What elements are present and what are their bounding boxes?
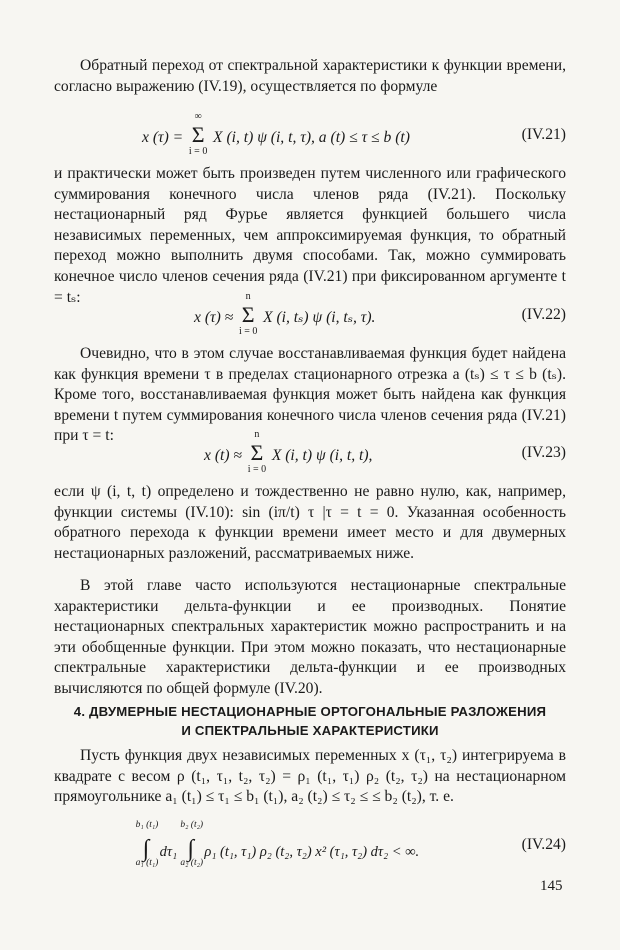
section-heading: 4. ДВУМЕРНЫЕ НЕСТАЦИОНАРНЫЕ ОРТОГОНАЛЬНЫЕ РАЗЛОЖЕНИЯ И СПЕКТРАЛЬНЫЕ ХАРАКТЕРИСТИКИ [73,704,547,738]
paragraph-two-dimensional: Пусть функция двух независимых переменных x (τ₁, τ₂) интегрируема в квадрате с весом ρ (t₁, τ₁, t₂, τ₂) = ρ₁ (t₁, τ₁) ρ₂ (t₂, τ₂) на нестационарном прямоугольнике a₁ (t₁) ≤ τ₁ ≤ b₁ (t₁), a₂ (t₂) ≤ τ₂ ≤ ≤ b₂ (t₂), т. е. [54,747,566,806]
equation-number: (IV.21) [521,126,566,143]
equation-number: (IV.23) [521,444,566,461]
integral-symbol: b₁ (t₁) ∫ a₁ (t₁) [135,820,159,868]
eq21-rhs: X (i, t) ψ (i, t, τ), a (t) ≤ τ ≤ b (t) [213,129,410,146]
summation-symbol: n Σ i = 0 [238,291,258,337]
eq22-lhs: x (τ) ≈ [194,309,234,326]
equation-iv23 [54,428,566,474]
eq21-lhs: x (τ) = [142,129,184,146]
paragraph-restoration: Очевидно, что в этом случае восстанавливаемая функция будет найдена как функция времени τ в пределах стационарного отрезка a (tₛ) ≤ τ ≤ b (tₛ). Кроме того, восстанавливаемая функция может быть найдена как функция времени t путем суммирования конечного числа членов сечения ряда (IV.21) при τ = t: [54,345,566,445]
equation-iv22 [54,290,566,336]
eq24-differential: dτ₁ [159,844,178,860]
eq23-lhs: x (t) ≈ [204,447,242,464]
equation-number: (IV.22) [521,306,566,323]
paragraph-condition: если ψ (i, t, t) определено и тождественно не равно нулю, как, например, функции системы (IV.10): sin (iπ/t) τ |τ = t = 0. Указанная особенность обратного перехода к функции времени имеет место и для двумерных нестационарных разложений, рассматриваемых ниже. [54,483,566,562]
equation-iv24 [54,820,566,866]
summation-symbol: n Σ i = 0 [247,429,267,475]
eq22-rhs: X (i, tₛ) ψ (i, tₛ, τ). [263,309,376,326]
paragraph-delta-function: В этой главе часто используются нестационарные спектральные характеристики дельта-функции и ее производных. Понятие нестационарных спектральных характеристик можно распространить и на эти обобщенные функции. При этом можно показать, что нестационарные спектральные характеристики дельта-функции и ее производных вычисляются по общей формуле (IV.20). [54,577,566,697]
eq23-rhs: X (i, t) ψ (i, t, t), [271,447,373,464]
page-number: 145 [540,878,563,894]
paragraph-summation: и практически может быть произведен путем численного или графического суммирования конечного числа членов ряда (IV.21). Поскольку нестационарный ряд Фурье является функцией большего числа независимых переменных, чем аппроксимируемая функция, то обратный переход можно выполнить двумя способами. Так, можно суммировать конечное число членов сечения ряда (IV.21) при фиксированном аргументе t = tₛ: [54,165,566,306]
equation-iv21 [54,110,566,156]
paragraph-intro: Обратный переход от спектральной характеристики к функции времени, согласно выражению (IV.19), осуществляется по формуле [54,57,566,95]
equation-number: (IV.24) [521,836,566,853]
summation-symbol: ∞ Σ i = 0 [188,111,208,157]
eq24-rhs: ρ₁ (t₁, τ₁) ρ₂ (t₂, τ₂) x² (τ₁, τ₂) dτ₂ < ∞. [204,844,420,860]
integral-symbol: b₂ (t₂) ∫ a₂ (t₂) [180,820,204,868]
